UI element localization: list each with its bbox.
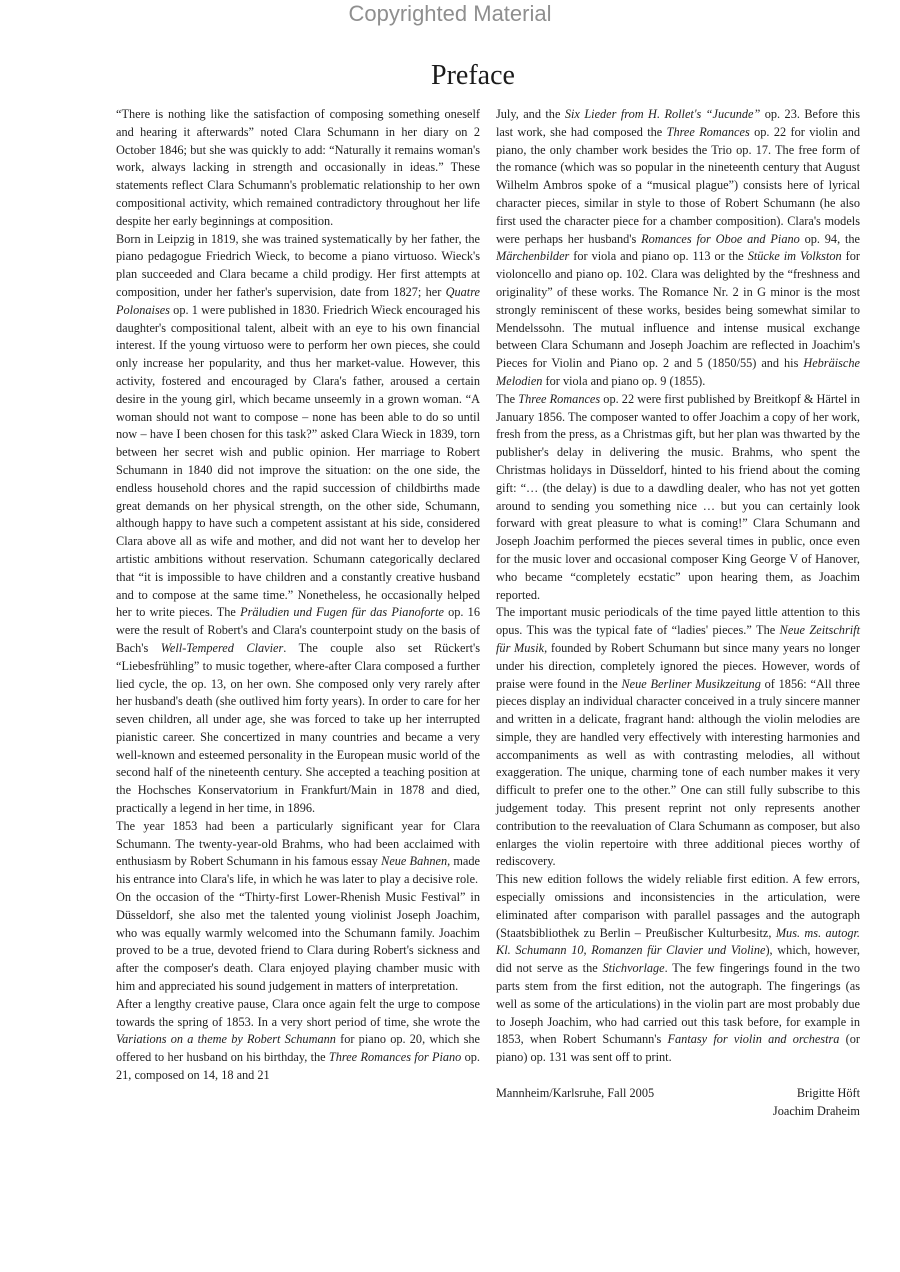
paragraph: On the occasion of the “Thirty-first Lower-Rhenish Music Festival” in Düsseldorf, she also met the talented young violinist Joseph Joachim, who was equally warmly welcomed into the Schumann family. Joachim proved to be a true, devoted friend to Clara during Robert's sickness and after the composer's death. Clara enjoyed playing chamber music with him and appreciated his sound judgement in matters of interpretation. (116, 890, 480, 994)
paragraph: Born in Leipzig in 1819, she was trained systematically by her father, the piano pedagogue Friedrich Wieck, to become a piano virtuoso. Wieck's plan succeeded and Clara became a child prodigy. Her first attempts at composition, under her father's supervision, date from 1827; her Quatre Polonaises op. 1 were published in 1830. Friedrich Wieck encouraged his daughter's compositional talent, albeit with an eye to his own financial interest. If the young virtuoso were to perform her own pieces, she could only increase her popularity, and thus her market-value. However, this activity, fostered and encouraged by Clara's father, aroused a certain desire in the young girl, which became unseemly in a grown woman. “A woman should not want to compose – none has been able to do so until now – have I been chosen for this task?” asked Clara Wieck in 1839, torn between her secret wish and public opinion. Her marriage to Robert Schumann in 1840 did not improve the situation: on the one side, the endless household chores and the rapid succession of childbirths made great demands on her physical strength, on the other side, Schumann, although happy to have such a competent assistant at his side, considered Clara above all as wife and mother, and did not want her to develop her artistic ambitions without reservation. Schumann categorically declared that “it is impossible to have children and a constantly creative husband and to compose at the same time.” Nonetheless, he occasionally helped her to write pieces. The Präludien und Fugen für das Pianoforte op. 16 were the result of Robert's and Clara's counterpoint study on the basis of Bach's Well-Tempered Clavier. The couple also set Rückert's “Liebesfrühling” to music together, where-after Clara composed a further lied cycle, the op. 13, on her own. She composed only very rarely after her husband's death (she outlived him forty years). In order to care for her seven children, all under age, she was forced to take up her interrupted pianistic career. She concertized in many countries and became a very well-known and esteemed personality in the European music world of the second half of the nineteenth century. She accepted a teaching position at the Hochsches Konservatorium in Frankfurt/Main in 1878 and died, practically a legend in her time, in 1896. (116, 231, 481, 816)
author-name: Brigitte Höft (796, 1086, 860, 1101)
paragraph: After a lengthy creative pause, Clara once again felt the urge to compose towards the spring of 1853. In a very short period of time, she wrote the Variations on a theme by Robert Schumann for piano op. 20, which she offered to her husband on his birthday, the Three Romances for Piano op. 21, composed on 14, 18 and 21 (116, 996, 481, 1083)
paragraph: “There is nothing like the satisfaction of composing something oneself and hearing it afterwards” noted Clara Schumann in her diary on 2 October 1846; but she was quickly to add: “Naturally it remains woman's work, always lacking in strength and occasionally in ideas.” These statements reflect Clara Schumann's problematic relationship to her own compositional activity, which remained contradictory throughout her life despite her early beginnings at composition. (116, 107, 480, 228)
page-title: Preface (431, 60, 515, 91)
paragraph: This new edition follows the widely reliable first edition. A few errors, especially omissions and inconsistencies in the articulation, were eliminated after comparison with parallel passages and the autograph (Staatsbibliothek zu Berlin – Preußischer Kulturbesitz, Mus. ms. autogr. Kl. Schumann 10, Romanzen für Clavier und Violine), which, however, did not serve as the Stichvorlage. The few fingerings found in the two parts stem from the first edition, not the autograph. The fingerings (as well as some of the articulations) in the violin part are most probably due to Joseph Joachim, who had carried out this task before, for example in 1853, when Robert Schumann's Fantasy for violin and orchestra (or piano) op. 131 was sent off to print. (496, 872, 860, 1065)
paragraph: The year 1853 had been a particularly significant year for Clara Schumann. The twenty-year-old Brahms, who had been acclaimed with enthusiasm by Robert Schumann in his famous essay Neue Bahnen, made his entrance into Clara's life, in which he was later to play a decisive role. (116, 818, 480, 887)
right-column (496, 106, 860, 1121)
author-name: Joachim Draheim (772, 1103, 860, 1118)
copyright-watermark: Copyrighted Material (348, 1, 552, 26)
paragraph: July, and the Six Lieder from H. Rollet's “Jucunde” op. 23. Before this last work, she had composed the Three Romances op. 22 for violin and piano, the only chamber work besides the Trio op. 17. The free form of the romance (which was so popular in the nineteenth century that August Wilhelm Ambros spoke of a “musical plague”) consists here of lyrical character pieces, similar in style to those of Robert Schumann (he also first used the character piece for a chamber composition). Clara's models were perhaps her husband's Romances for Oboe and Piano op. 94, the Märchenbilder for viola and piano op. 113 or the Stücke im Volkston for violoncello and piano op. 102. Clara was delighted by the “freshness and originality” of these works. The Romance Nr. 2 in G minor is the most strongly reminiscent of these works, besides being somewhat similar to Mendelssohn. The mutual influence and intense musical exchange between Clara Schumann and Joseph Joachim are reflected in Joachim's Pieces for Violin and Piano op. 2 and 5 (1850/55) and his Hebräische Melodien for viola and piano op. 9 (1855). (496, 107, 861, 388)
paragraph: The important music periodicals of the time payed little attention to this opus. This was the typical fate of “ladies' pieces.” The Neue Zeitschrift für Musik, founded by Robert Schumann but since many years no longer under his direction, completely ignored the pieces. However, words of praise were found in the Neue Berliner Musikzeitung of 1856: “All three pieces display an individual character conceived in a truly sincere manner and written in a delicate, fragrant hand: although the violin melodies are simple, they are handled very effectively with interesting harmonies and accompaniments as well as with contrasting melodies, all without exaggeration. The unique, charming tone of each number makes it very difficult to prefer one to the other.” One can still fully subscribe to this judgement today. This present reprint not only represents another contribution to the reevaluation of Clara Schumann as composer, but also enlarges the violin repertoire with three additional pieces worthy of rediscovery. (496, 605, 860, 869)
left-column (116, 106, 480, 1085)
signature-block (496, 1085, 860, 1121)
place-date: Mannheim/Karlsruhe, Fall 2005 (496, 1086, 655, 1101)
author-names (773, 1085, 860, 1121)
paragraph: The Three Romances op. 22 were first published by Breitkopf & Härtel in January 1856. The composer wanted to offer Joachim a copy of her work, fresh from the press, as a Christmas gift, but her plan was thwarted by the publisher's delay in delivering the music. Brahms, who spent the Christmas holidays in Düsseldorf, hinted to his friend about the coming gift: “… (the delay) is due to a dawdling dealer, who has not yet gotten around to sending you something nice … but you can certainly look forward with great pleasure to what is coming!” Clara Schumann and Joseph Joachim performed the pieces several times in public, once even for the music lover and occasional composer King George V of Hanover, who became “completely ecstatic” upon hearing them, as Joachim reported. (496, 391, 860, 602)
